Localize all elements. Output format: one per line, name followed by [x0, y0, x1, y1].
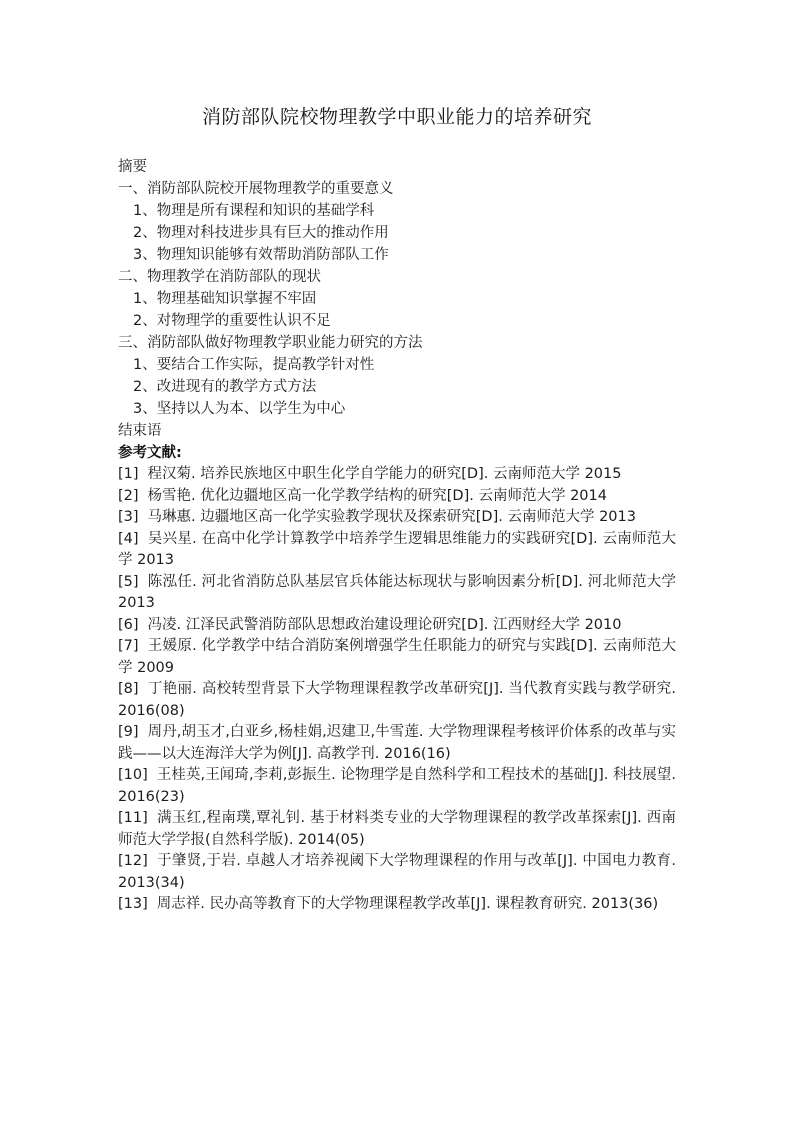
reference-id: [3]: [118, 509, 139, 525]
outline-item-3-3: 3、坚持以人为本、以学生为中心: [133, 401, 346, 417]
reference-text: 周丹,胡玉才,白亚乡,杨桂娟,迟建卫,牛雪莲. 大学物理课程考核评价体系的改革与实践——以大连海洋大学为例[J]. 高教学刊. 2016(16): [118, 724, 676, 762]
reference-text: 丁艳丽. 高校转型背景下大学物理课程教学改革研究[J]. 当代教育实践与教学研究. 2016(08): [118, 681, 676, 719]
reference-id: [9]: [118, 724, 139, 740]
document-title: 消防部队院校物理教学中职业能力的培养研究: [201, 106, 592, 128]
reference-id: [1]: [118, 466, 139, 482]
outline-item-1-1: 1、物理是所有课程和知识的基础学科: [133, 203, 375, 219]
outline-item-conclusion: 结束语: [118, 423, 162, 439]
reference-text: 吴兴星. 在高中化学计算教学中培养学生逻辑思维能力的实践研究[D]. 云南师范大学 2013: [118, 530, 676, 568]
outline-item-1-2: 2、物理对科技进步具有巨大的推动作用: [133, 225, 389, 241]
reference-text: 马琳惠. 边疆地区高一化学实验教学现状及探索研究[D]. 云南师范大学 2013: [147, 509, 636, 525]
outline-item-section-2: 二、物理教学在消防部队的现状: [118, 269, 321, 285]
reference-text: 王桂英,王闻琦,李莉,彭振生. 论物理学是自然科学和工程技术的基础[J]. 科技展望. 2016(23): [118, 767, 676, 805]
reference-item: [118, 808, 676, 851]
outline-item-2-2: 2、对物理学的重要性认识不足: [133, 313, 331, 329]
outline-item-abstract: 摘要: [118, 159, 147, 175]
reference-text: 于肇贤,于岩. 卓越人才培养视阈下大学物理课程的作用与改革[J]. 中国电力教育. 2013(34): [118, 853, 676, 891]
outline-item-section-1: 一、消防部队院校开展物理教学的重要意义: [118, 181, 394, 197]
reference-id: [13]: [118, 896, 148, 912]
reference-text: 周志祥. 民办高等教育下的大学物理课程教学改革[J]. 课程教育研究. 2013(36): [156, 896, 659, 912]
reference-item: [118, 636, 676, 679]
reference-item: [118, 894, 676, 916]
outline-item-section-3: 三、消防部队做好物理教学职业能力研究的方法: [118, 335, 423, 351]
reference-item: [118, 572, 676, 615]
reference-item: [118, 529, 676, 572]
reference-text: 冯凌. 江泽民武警消防部队思想政治建设理论研究[D]. 江西财经大学 2010: [147, 616, 622, 633]
outline-item-2-1: 1、物理基础知识掌握不牢固: [133, 291, 317, 307]
reference-id: [4]: [118, 530, 139, 547]
reference-text: 杨雪艳. 优化边疆地区高一化学教学结构的研究[D]. 云南师范大学 2014: [147, 487, 607, 504]
reference-item: [118, 851, 676, 894]
reference-item: [118, 615, 676, 637]
reference-item: [118, 679, 676, 722]
reference-item: [118, 722, 676, 765]
reference-text: 王媛原. 化学教学中结合消防案例增强学生任职能力的研究与实践[D]. 云南师范大学 2009: [118, 638, 676, 676]
reference-id: [2]: [118, 487, 139, 504]
outline-item-3-1: 1、要结合工作实际，提高教学针对性: [133, 357, 375, 373]
outline-item-3-2: 2、改进现有的教学方式方法: [133, 379, 317, 395]
outline-section: [118, 156, 676, 442]
reference-item: [118, 507, 676, 529]
reference-id: [6]: [118, 616, 139, 633]
reference-text: 程汉菊. 培养民族地区中职生化学自学能力的研究[D]. 云南师范大学 2015: [147, 466, 622, 482]
reference-item: [118, 486, 676, 508]
reference-id: [7]: [118, 638, 139, 654]
reference-id: [5]: [118, 573, 139, 590]
reference-item: [118, 765, 676, 808]
outline-item-1-3: 3、物理知识能够有效帮助消防部队工作: [133, 247, 389, 263]
references-section: [118, 464, 676, 916]
reference-id: [10]: [118, 767, 148, 783]
reference-text: 满玉红,程南璞,覃礼钊. 基于材料类专业的大学物理课程的教学改革探索[J]. 西南师范大学学报(自然科学版). 2014(05): [118, 810, 676, 848]
reference-id: [8]: [118, 681, 139, 697]
reference-id: [12]: [118, 853, 148, 869]
reference-id: [11]: [118, 810, 148, 826]
references-heading: 参考文献:: [118, 445, 182, 461]
reference-item: [118, 464, 676, 486]
reference-text: 陈泓任. 河北省消防总队基层官兵体能达标现状与影响因素分析[D]. 河北师范大学 2013: [118, 573, 676, 611]
